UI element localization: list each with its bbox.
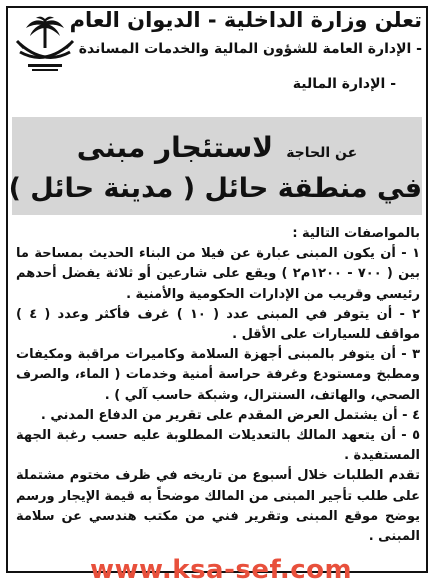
general-administration-line: - الإدارة العامة للشؤون المالية والخدمات المساندة bbox=[78, 41, 422, 57]
banner-prefix: عن الحاجة bbox=[286, 145, 358, 161]
banner-title: لاستئجار مبنى bbox=[76, 131, 274, 164]
website-watermark: www.ksa-sef.com bbox=[90, 555, 353, 585]
spec-item: ١ - أن يكون المبنى عبارة عن فيلا من البناء الحديث بمساحة ما بين ( ٧٠٠ - ١٢٠٠م٢ ) ويقع على شارعين أو ثلاثة يفضل أحدهم رئيسي وقريب من الإدارات الحكومية والأمنية . bbox=[16, 246, 420, 302]
specifications-section bbox=[16, 224, 420, 547]
spec-item: ٢ - أن يتوفر في المبنى عدد ( ١٠ ) غرف فأكثر وعدد ( ٤ ) مواقف للسيارات على الأقل . bbox=[16, 306, 421, 343]
ministry-heading: تعلن وزارة الداخلية - الديوان العام bbox=[69, 8, 422, 32]
saudi-emblem-icon bbox=[12, 14, 78, 74]
spec-item: ٤ - أن يشتمل العرض المقدم على تقرير من الدفاع المدني . bbox=[40, 407, 420, 423]
banner-subtitle: في منطقة حائل ( مدينة حائل ) bbox=[8, 173, 422, 204]
closing-paragraph: تقدم الطلبات خلال أسبوع من تاريخه في ظرف مختوم مشتملة على طلب تأجير المبنى من المالك موضحاً به قيمة الإيجار ورسم يوضح موقع المبنى وتقرير فني من مكتب هندسي عن سلامة المبنى . bbox=[16, 468, 420, 545]
finance-administration-line: - الإدارة المالية bbox=[292, 76, 396, 92]
banner-title-row bbox=[12, 131, 422, 164]
announcement-banner bbox=[8, 117, 422, 215]
spec-item: ٣ - أن يتوفر بالمبنى أجهزة السلامة وكاميرات مراقبة ومكيفات ومطبخ ومستودع وغرفة حراسة أمنية وخدمات ( الماء، والصرف الصحي، والهاتف، السنترال، وشبكة حاسب آلي ) . bbox=[16, 347, 420, 403]
spec-item: ٥ - أن يتعهد المالك بالتعديلات المطلوبة عليه حسب رغبة الجهة المستفيدة . bbox=[16, 428, 420, 464]
specs-heading: بالمواصفات التالية : bbox=[292, 226, 420, 241]
